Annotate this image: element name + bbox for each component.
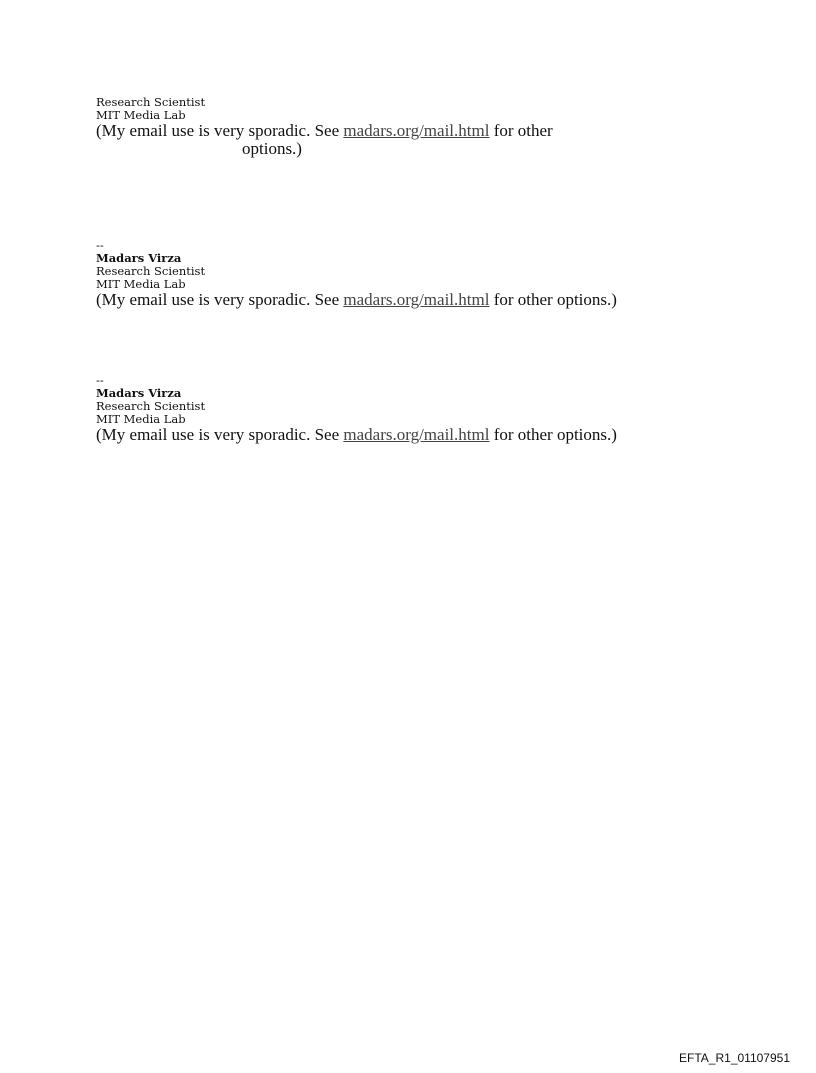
note-text: for other options.) [489,425,617,444]
signature-title: Research Scientist [96,264,206,278]
signature-block-1 [96,96,616,158]
signature-separator: -- [96,373,104,387]
mail-policy-link[interactable]: madars.org/mail.html [343,121,490,140]
mail-policy-link[interactable]: madars.org/mail.html [343,290,490,309]
note-text: (My email use is very sporadic. See [96,121,344,140]
signature-name: Madars Virza [96,251,182,265]
signature-separator: -- [96,238,104,252]
signature-org: MIT Media Lab [96,108,186,122]
note-text: (My email use is very sporadic. See [96,290,344,309]
signature-title: Research Scientist [96,399,206,413]
signature-name: Madars Virza [96,386,182,400]
note-text: for other [489,121,553,140]
mail-policy-link[interactable]: madars.org/mail.html [343,425,490,444]
note-text: for other options.) [489,290,617,309]
signature-note [96,426,716,444]
signature-note [96,291,716,309]
signature-note-continued: options.) [242,139,302,158]
signature-title: Research Scientist [96,95,206,109]
document-id-footer: EFTA_R1_01107951 [679,1051,790,1065]
signature-org: MIT Media Lab [96,277,186,291]
signature-block-2 [96,239,716,309]
signature-block-3 [96,374,716,444]
signature-org: MIT Media Lab [96,412,186,426]
signature-note [96,122,616,140]
note-text: (My email use is very sporadic. See [96,425,344,444]
